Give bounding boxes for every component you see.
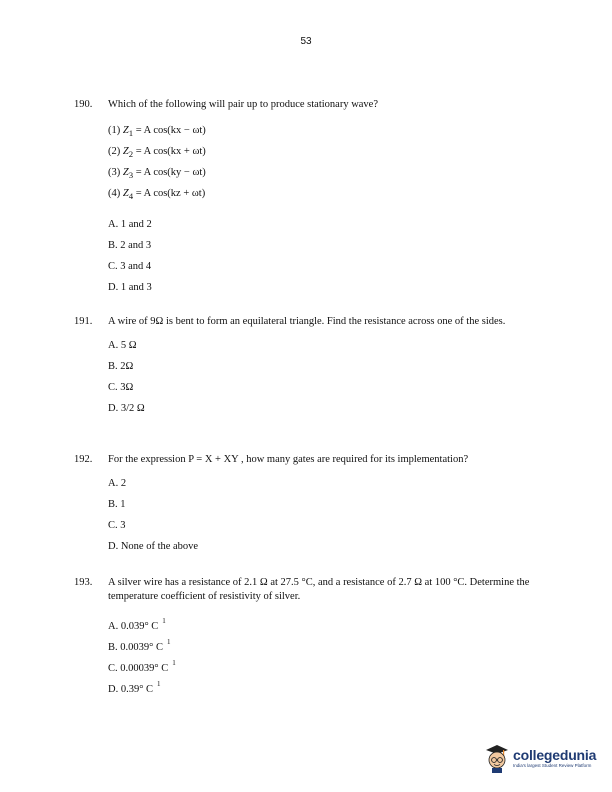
option-superscript: 1 [166, 638, 171, 646]
equation-1: (1) $Z_1 = A$ cos(kx − ωt) [108, 125, 206, 139]
option-a: A. 2 [108, 478, 127, 489]
question-number: 193. [74, 577, 93, 588]
option-superscript: 1 [162, 617, 166, 625]
option-list [108, 614, 554, 698]
question-number: 192. [74, 454, 93, 465]
option-b: B. 2Ω [108, 361, 134, 372]
option-a: A. 5 Ω [108, 340, 137, 351]
logo-brand: collegedunia [513, 746, 597, 763]
question-text: For the expression P = X + XY , how many gates are required for its implementation? [108, 454, 469, 465]
question-number: 190. [74, 99, 93, 110]
option-d: D. None of the above [108, 541, 199, 552]
question-193 [74, 576, 554, 698]
option-list [108, 339, 554, 423]
option-b: B. 2 and 3 [108, 240, 152, 251]
option-list [108, 477, 554, 561]
equation-2: (2) $Z_2 = A$ cos(kx + ωt) [108, 146, 206, 160]
equation-3: (3) $Z_3 = A$ cos(ky − ωt) [108, 167, 206, 181]
option-d: D. 1 and 3 [108, 282, 152, 293]
option-a: A. 1 and 2 [108, 219, 152, 230]
question-192 [74, 453, 554, 561]
option-list [108, 218, 554, 302]
page-number: 53 [300, 36, 312, 47]
question-191 [74, 315, 554, 423]
option-superscript: 1 [157, 680, 161, 688]
question-text: Which of the following will pair up to produce stationary wave? [108, 99, 379, 110]
question-190 [74, 98, 554, 302]
logo-tagline: India's largest Student Review Platform [513, 762, 592, 768]
graduate-mascot-icon [484, 743, 510, 773]
option-superscript: 1 [172, 659, 176, 667]
question-number: 191. [74, 316, 93, 327]
option-a: A. 0.039° C $^1$ [108, 617, 166, 632]
option-d: D. 0.39° C $^1$ [108, 680, 161, 695]
question-text: A wire of 9Ω is bent to form an equilateral triangle. Find the resistance across one of the sides. [108, 316, 506, 327]
option-b: B. 1 [108, 499, 126, 510]
option-b: B. 0.0039° C $^1$ [108, 638, 171, 653]
collegedunia-logo [484, 741, 604, 775]
option-c: C. 3 and 4 [108, 261, 152, 272]
equation-4: (4) $Z_4 = A$ cos(kz + ωt) [108, 188, 206, 202]
option-c: C. 3Ω [108, 382, 134, 393]
option-d: D. 3/2 Ω [108, 403, 145, 414]
question-text: A silver wire has a resistance of 2.1 Ω at 27.5 °C, and a resistance of 2.7 Ω at 100 °C. Determine the temperature coefficient of resistivity of silver. [108, 577, 530, 602]
equation-list [108, 124, 554, 208]
option-c: C. 0.00039° C $^1$ [108, 659, 176, 674]
option-c: C. 3 [108, 520, 126, 531]
